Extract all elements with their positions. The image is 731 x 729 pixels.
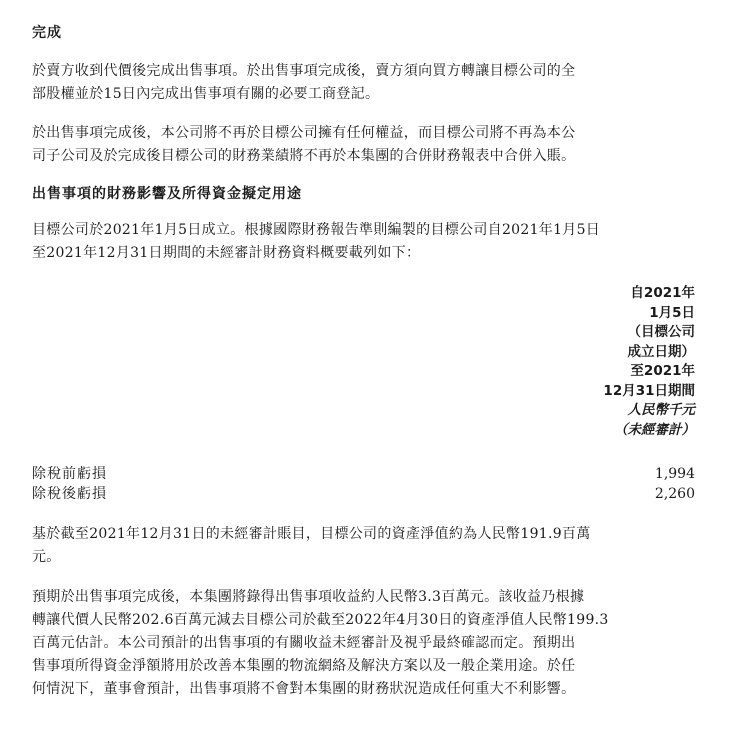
paragraph-financial-intro bbox=[32, 219, 712, 265]
column-header-line: 至2021年 bbox=[630, 363, 695, 379]
text-line: 於出售事項完成後，本公司將不再於目標公司擁有任何權益，而目標公司將不再為本公 bbox=[32, 125, 576, 141]
text-line: 司子公司及於完成後目標公司的財務業績將不再於本集團的合併財務報表中合併入賬。 bbox=[32, 148, 576, 164]
heading-financial-impact: 出售事項的財務影響及所得資金擬定用途 bbox=[32, 186, 302, 202]
text-line: 元。 bbox=[32, 549, 61, 565]
text-line: 至2021年12月31日期間的未經審計財務資料概要載列如下： bbox=[32, 245, 421, 261]
paragraph-disposal-gain bbox=[32, 586, 712, 701]
column-header-line: （目標公司 bbox=[627, 324, 695, 340]
column-header-line: 成立日期） bbox=[627, 343, 695, 360]
column-unit-line: 人民幣千元 bbox=[627, 402, 695, 418]
row-label: 除稅前虧損 bbox=[32, 466, 107, 482]
row-label: 除稅後虧損 bbox=[32, 486, 107, 502]
row-value: 1,994 bbox=[654, 466, 695, 482]
text-line: 百萬元估計。本公司預計的出售事項的有關收益未經審計及視乎最終確認而定。預期出 bbox=[32, 635, 576, 651]
text-line: 何情況下，董事會預計，出售事項將不會對本集團的財務狀況造成任何重大不利影響。 bbox=[32, 681, 576, 697]
text-line: 基於截至2021年12月31日的未經審計賬目，目標公司的資產淨值約為人民幣191.9百萬 bbox=[32, 526, 591, 542]
column-header-line: 1月5日 bbox=[649, 304, 695, 321]
table-column-header bbox=[603, 284, 695, 440]
text-line: 售事項所得資金淨額將用於改善本集團的物流網絡及解決方案以及一般企業用途。於任 bbox=[32, 658, 576, 674]
text-line: 目標公司於2021年1月5日成立。根據國際財務報告準則編製的目標公司自2021年1月5日 bbox=[32, 222, 601, 238]
text-line: 部股權並於15日內完成出售事項有關的必要工商登記。 bbox=[32, 86, 380, 102]
text-line: 預期於出售事項完成後，本集團將錄得出售事項收益約人民幣3.3百萬元。該收益乃根據 bbox=[32, 589, 585, 605]
paragraph-net-assets bbox=[32, 523, 712, 569]
paragraph-completion-2 bbox=[32, 122, 712, 168]
column-unit-line: （未經審計） bbox=[614, 421, 695, 438]
heading-completion: 完成 bbox=[32, 25, 62, 41]
row-value: 2,260 bbox=[654, 486, 695, 502]
column-header-line: 12月31日期間 bbox=[603, 382, 695, 399]
column-header-line: 自2021年 bbox=[630, 285, 695, 301]
table-row bbox=[32, 464, 695, 484]
paragraph-completion-1 bbox=[32, 60, 712, 106]
text-line: 轉讓代價人民幣202.6百萬元減去目標公司於截至2022年4月30日的資產淨值人民幣199.3 bbox=[32, 612, 609, 628]
table-row bbox=[32, 484, 695, 504]
text-line: 於賣方收到代價後完成出售事項。於出售事項完成後，賣方須向買方轉讓目標公司的全 bbox=[32, 63, 576, 79]
